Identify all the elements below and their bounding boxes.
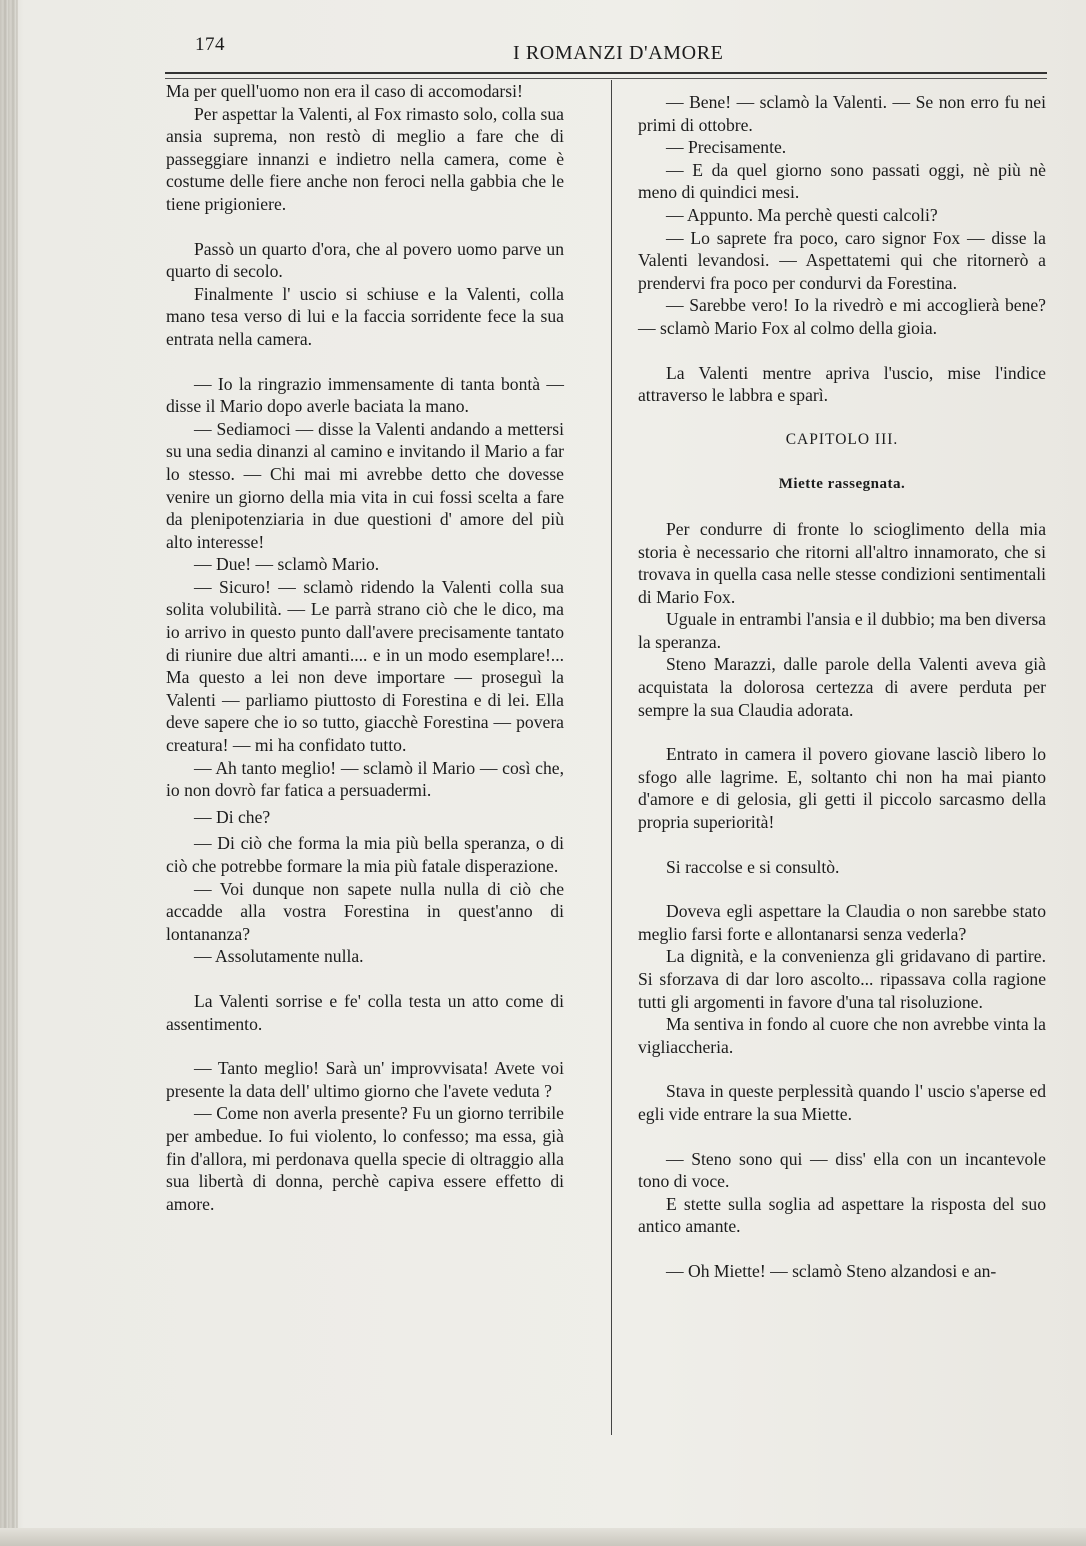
paragraph: La Valenti sorrise e fe' colla testa un atto come di assentimento. [166,990,564,1034]
paragraph: — Voi dunque non sapete nulla nulla di ciò che accadde alla vostra Forestina in quest'anno di lontananza? [166,878,564,944]
paragraph: — Io la ringrazio immensamente di tanta bontà — disse il Mario dopo averle baciata la mano. [166,373,564,417]
paragraph: Si raccolse e si consultò. [666,856,840,877]
paragraph: Steno Marazzi, dalle parole della Valenti aveva già acquistata la dolorosa certezza di avere perduta per sempre la sua Claudia adorata. [638,654,1046,720]
paragraph: — Sediamoci — disse la Valenti andando a mettersi su una sedia dinanzi al camino e invitando il Mario a far lo stesso. — Chi mai mi avrebbe detto che dovesse venire un giorno della mia vita in cui fossi scelta a fare da plenipotenziaria in due questioni d' amore del più alto interesse! [166,418,564,552]
paragraph: Ma sentiva in fondo al cuore che non avrebbe vinta la vigliaccheria. [638,1014,1046,1057]
paragraph: — Tanto meglio! Sarà un' improvvisata! Avete voi presente la data dell' ultimo giorno che l'avete veduta ? [166,1058,564,1101]
paragraph: — Oh Miette! — sclamò Steno alzandosi e an- [666,1260,997,1281]
paragraph: Passò un quarto d'ora, che al povero uomo parve un quarto di secolo. [166,238,564,282]
header-rule [165,72,1047,74]
book-spine-shadow [0,0,18,1546]
page-header [195,30,1045,70]
paragraph: La Valenti mentre apriva l'uscio, mise l'indice attraverso le labbra e sparì. [638,362,1046,406]
paragraph: E stette sulla soglia ad aspettare la risposta del suo antico amante. [638,1193,1046,1237]
paragraph: — Lo saprete fra poco, caro signor Fox — disse la Valenti levandosi. — Aspettatemi qui che ritornerò a prendervi fra poco per condurvi da Forestina. [638,227,1046,293]
paragraph: — Come non averla presente? Fu un giorno terribile per ambedue. Io fui violento, lo confesso; ma essa, già fin d'allora, mi perdonava quella specie di oltraggio alla sua libertà di donna, perchè capiva essere effetto di amore. [166,1103,564,1214]
paragraph: — Bene! — sclamò la Valenti. — Se non erro fu nei primi di ottobre. [638,92,1046,135]
paragraph: — Sarebbe vero! Io la rivedrò e mi accoglierà bene? — sclamò Mario Fox al colmo della gioia. [638,295,1046,338]
paragraph: Ma per quell'uomo non era il caso di accomodarsi! [166,81,523,101]
paragraph: Stava in queste perplessità quando l' uscio s'aperse ed egli vide entrare la sua Miette. [638,1081,1046,1124]
paragraph: — Di che? [194,806,271,827]
page-bottom-edge [0,1528,1086,1546]
paragraph: — Appunto. Ma perchè questi calcoli? [666,204,938,225]
paragraph: Doveva egli aspettare la Claudia o non sarebbe stato meglio farsi forte e allontanarsi senza vederla? [638,901,1046,944]
page-number: 174 [195,34,225,55]
paragraph: Finalmente l' uscio si schiuse e la Valenti, colla mano tesa verso di lui e la faccia sorridente fece la sua entrata nella camera. [166,283,564,349]
chapter-heading: CAPITOLO III. [785,430,899,448]
paragraph: Per aspettar la Valenti, al Fox rimasto solo, colla sua ansia suprema, non restò di meglio a fare che di passeggiare innanzi e indietro nella camera, come è costume delle fiere anche non feroci nella gabbia che le tiene prigioniere. [166,103,564,214]
paragraph: Per condurre di fronte lo scioglimento della mia storia è necessario che ritorni all'altro innamorato, che si trovava in quella casa nelle stesse condizioni sentimentali di Mario Fox. [638,518,1046,607]
column-divider [611,80,612,1435]
left-column [166,80,564,1215]
running-title: I ROMANZI D'AMORE [513,42,724,64]
paragraph: — Di ciò che forma la mia più bella speranza, o di ciò che potrebbe formare la mia più fatale disperazione. [166,833,564,876]
header-rule-thin [165,78,1047,79]
paragraph: — Steno sono qui — diss' ella con un incantevole tono di voce. [638,1148,1046,1192]
paragraph: — Due! — sclamò Mario. [194,554,380,575]
paragraph: — Ah tanto meglio! — sclamò il Mario — così che, io non dovrò far fatica a persuadermi. [166,757,564,801]
chapter-title: Miette rassegnata. [778,476,906,493]
right-column [638,80,1046,1283]
paragraph: — Sicuro! — sclamò ridendo la Valenti colla sua solita volubilità. — Le parrà strano ciò che le dico, ma io arrivo in questo punto dall'avere precisamente tantato di riunire due altri amanti.... e in un modo esemplare!... Ma questo a lei non deve importare — proseguì la Valenti — parliamo piuttosto di Forestina e di lei. Ella deve sapere che io so tutto, giacchè Forestina — povera creatura! — mi ha confidato tutto. [166,576,564,756]
paragraph: — Precisamente. [666,137,787,158]
paragraph: — E da quel giorno sono passati oggi, nè più nè meno di quindici mesi. [638,159,1046,203]
paragraph: La dignità, e la convenienza gli gridavano di partire. Si sforzava di dar loro ascolto... ripassava colla ragione tutti gli argomenti in favore d'una tal risoluzione. [638,946,1046,1012]
paragraph: — Assolutamente nulla. [194,946,364,967]
paragraph: Uguale in entrambi l'ansia e il dubbio; ma ben diversa la speranza. [638,609,1046,652]
paragraph: Entrato in camera il povero giovane lasciò libero lo sfogo alle lagrime. E, soltanto chi non ha mai pianto d'amore e di gelosia, gli getti il piccolo sarcasmo della propria superiorità! [638,744,1046,833]
